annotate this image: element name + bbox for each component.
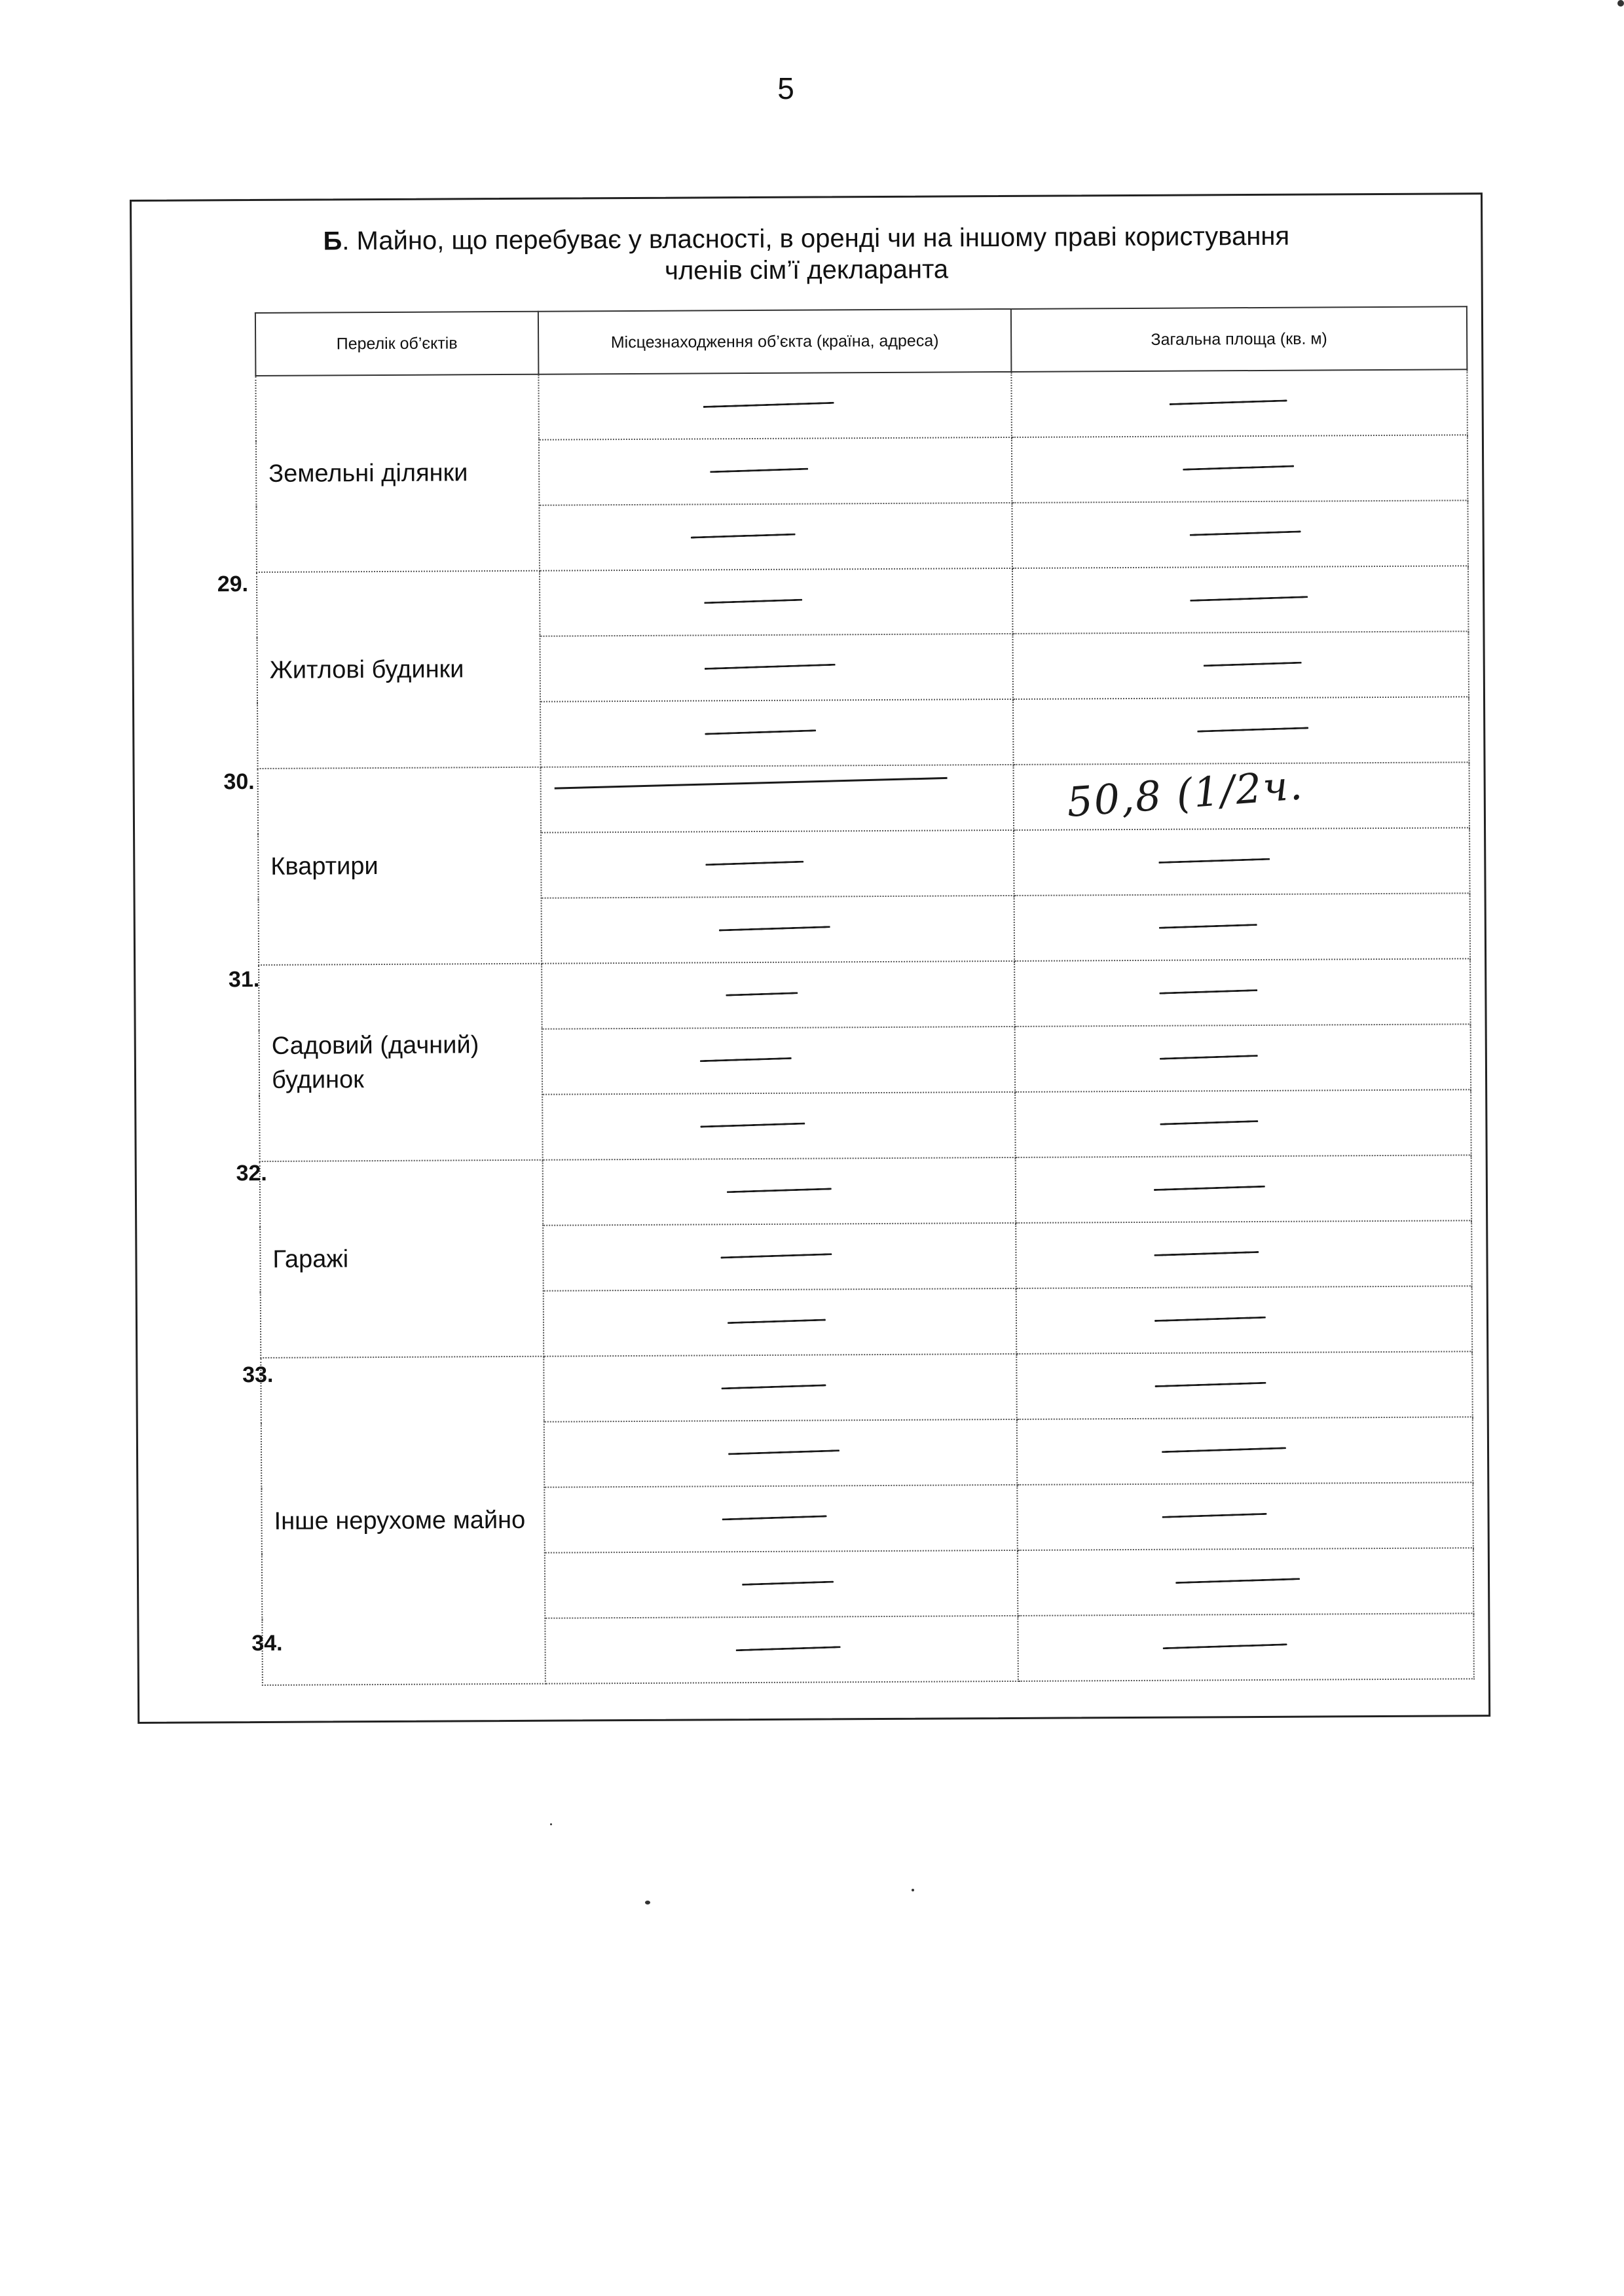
scan-speck xyxy=(550,1823,552,1825)
dash-mark xyxy=(1154,1186,1265,1191)
dash-mark xyxy=(1204,662,1302,667)
dash-mark xyxy=(719,926,830,931)
location-cell xyxy=(539,437,1012,505)
area-cell xyxy=(1016,1351,1473,1419)
dash-mark xyxy=(722,1515,827,1520)
location-cell xyxy=(539,503,1012,571)
row-number-33: 33. xyxy=(242,1362,274,1388)
table-row xyxy=(261,1351,1472,1423)
table-row xyxy=(257,566,1468,638)
dash-mark xyxy=(728,1449,840,1455)
dash-mark xyxy=(705,861,803,866)
area-cell xyxy=(1017,1482,1473,1550)
header-object-list: Перелік об’єктів xyxy=(255,312,538,376)
object-type-land: Земельні ділянки xyxy=(255,374,540,572)
dash-mark xyxy=(703,402,834,408)
dash-mark xyxy=(728,1319,826,1324)
section-title-line1: . Майно, що перебуває у власності, в оренді чи на іншому праві користування xyxy=(342,221,1290,256)
location-cell xyxy=(545,1616,1018,1684)
dash-mark xyxy=(705,664,836,670)
property-table xyxy=(255,306,1475,1686)
dash-mark xyxy=(726,992,798,996)
location-cell xyxy=(543,1223,1016,1291)
location-cell xyxy=(541,765,1014,833)
table-row xyxy=(258,762,1469,834)
location-cell xyxy=(544,1354,1017,1422)
section-title xyxy=(132,219,1481,289)
dash-mark xyxy=(1154,1317,1266,1322)
object-type-garden-house: Садовий (дачний) будинок xyxy=(259,964,543,1161)
table-row xyxy=(255,369,1467,441)
dash-mark xyxy=(705,729,816,735)
dash-mark xyxy=(1162,1447,1286,1453)
location-cell xyxy=(542,961,1015,1029)
row-number-31: 31. xyxy=(228,966,260,993)
row-number-34: 34. xyxy=(251,1630,283,1656)
dash-mark xyxy=(727,1188,832,1193)
dash-mark xyxy=(700,1057,792,1062)
handwritten-stroke xyxy=(555,777,948,790)
location-cell xyxy=(542,1092,1016,1160)
location-cell xyxy=(540,634,1013,702)
scan-speck xyxy=(645,1901,650,1904)
dash-mark xyxy=(710,468,808,473)
location-cell xyxy=(544,1419,1018,1487)
area-cell xyxy=(1012,566,1469,634)
location-cell xyxy=(538,372,1012,440)
area-cell xyxy=(1018,1613,1474,1681)
dash-mark xyxy=(700,1123,805,1128)
location-cell xyxy=(543,1157,1016,1226)
area-cell xyxy=(1016,1286,1473,1354)
header-area: Загальна площа (кв. м) xyxy=(1011,306,1467,372)
property-table-wrap xyxy=(194,306,1479,1694)
row-number-30: 30. xyxy=(223,769,255,795)
dash-mark xyxy=(1175,1578,1300,1584)
dash-mark xyxy=(1160,1120,1258,1125)
area-cell xyxy=(1012,631,1469,699)
object-type-other-real-estate: Інше нерухоме майно xyxy=(261,1357,545,1685)
area-cell xyxy=(1014,893,1471,961)
table-header-row xyxy=(255,306,1467,376)
dash-mark xyxy=(736,1646,841,1651)
location-cell xyxy=(544,1485,1018,1553)
dash-mark xyxy=(1162,1513,1267,1518)
dash-mark xyxy=(691,534,796,539)
dash-mark xyxy=(1190,596,1308,602)
area-cell xyxy=(1011,369,1467,437)
dash-mark xyxy=(1154,1251,1259,1256)
area-cell xyxy=(1014,958,1471,1027)
section-b-frame xyxy=(130,192,1490,1724)
dash-mark xyxy=(704,599,802,604)
object-type-apartments: Квартири xyxy=(258,767,542,965)
area-cell xyxy=(1012,500,1468,568)
scan-speck xyxy=(1617,0,1624,7)
location-cell xyxy=(541,830,1014,898)
row-number-29: 29. xyxy=(217,572,249,597)
area-cell xyxy=(1015,1089,1471,1157)
location-cell xyxy=(540,568,1013,636)
location-cell xyxy=(540,699,1014,767)
dash-mark xyxy=(1154,1382,1266,1387)
dash-mark xyxy=(722,1384,826,1389)
location-cell xyxy=(542,1027,1016,1095)
dash-mark xyxy=(720,1253,832,1258)
table-row xyxy=(259,958,1470,1030)
location-cell xyxy=(542,896,1015,964)
area-cell-filled xyxy=(1014,762,1470,830)
dash-mark xyxy=(1170,399,1287,405)
object-type-houses: Житлові будинки xyxy=(257,571,541,769)
handwritten-area-value: 50,8 (1/2ч. xyxy=(1065,761,1306,827)
row-number-32: 32. xyxy=(236,1160,267,1186)
area-cell xyxy=(1014,828,1470,896)
area-cell xyxy=(1016,1155,1472,1223)
dash-mark xyxy=(1197,727,1308,732)
section-letter: Б xyxy=(323,227,342,256)
scan-speck xyxy=(912,1889,914,1891)
dash-mark xyxy=(1163,1643,1287,1649)
dash-mark xyxy=(1159,989,1257,994)
location-cell xyxy=(544,1288,1017,1357)
area-cell xyxy=(1017,1417,1473,1485)
dash-mark xyxy=(742,1581,834,1586)
table-row xyxy=(260,1155,1471,1227)
location-cell xyxy=(545,1550,1018,1618)
dash-mark xyxy=(1183,465,1294,470)
area-cell xyxy=(1016,1220,1472,1288)
page-number: 5 xyxy=(777,71,794,105)
section-title-line2: членів сім’ї декларанта xyxy=(664,255,949,285)
dash-mark xyxy=(1159,924,1257,929)
dash-mark xyxy=(1190,530,1301,536)
dash-mark xyxy=(1158,858,1270,864)
area-cell xyxy=(1018,1548,1474,1616)
header-location: Місцезнаходження об’єкта (країна, адреса) xyxy=(538,309,1011,374)
area-cell xyxy=(1012,435,1468,503)
dash-mark xyxy=(1160,1055,1258,1060)
area-cell xyxy=(1015,1024,1471,1092)
object-type-garages: Гаражі xyxy=(260,1160,544,1358)
area-cell xyxy=(1013,697,1469,765)
